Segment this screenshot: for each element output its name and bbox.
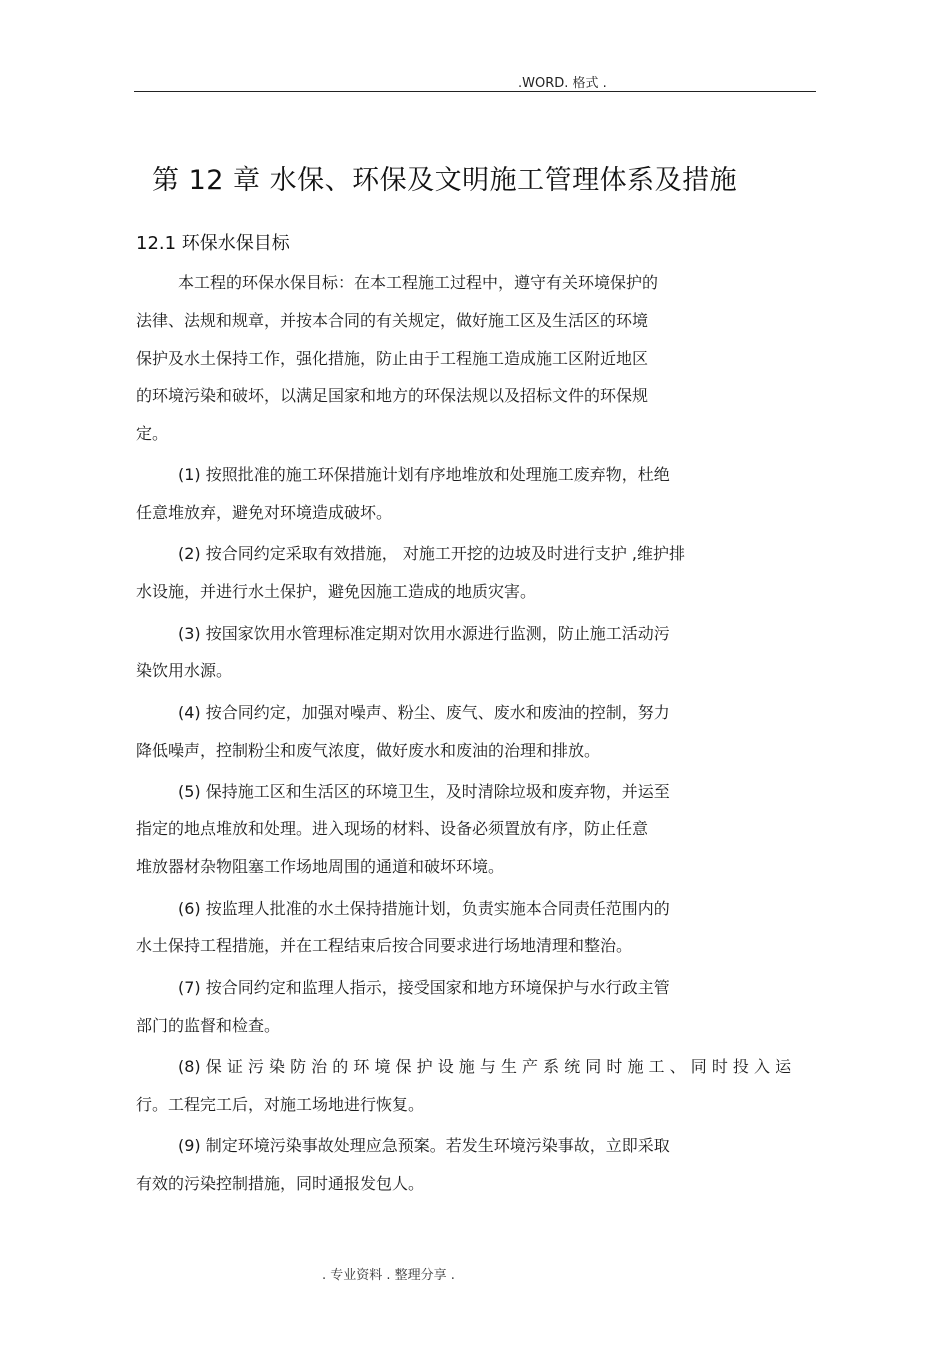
list-item-line: 指定的地点堆放和处理。进入现场的材料、设备必须置放有序，防止任意	[136, 819, 649, 838]
chapter-title: 第 12 章 水保、环保及文明施工管理体系及措施	[152, 165, 738, 196]
list-item-line: (2) 按合同约定采取有效措施， 对施工开挖的边坡及时进行支护 ,维护排	[178, 544, 686, 563]
list-item-line: 染饮用水源。	[136, 661, 233, 680]
intro-line: 定。	[136, 424, 169, 443]
list-item-line: 堆放器材杂物阻塞工作场地周围的通道和破坏环境。	[136, 857, 505, 876]
page-header: .WORD. 格式 .	[518, 76, 607, 91]
list-item-line: 部门的监督和检查。	[136, 1016, 281, 1035]
list-item-line: 水土保持工程措施，并在工程结束后按合同要求进行场地清理和整治。	[136, 936, 633, 955]
list-item-line: (6) 按监理人批准的水土保持措施计划，负责实施本合同责任范围内的	[178, 899, 670, 918]
section-title: 12.1 环保水保目标	[136, 233, 290, 254]
list-item-line: (1) 按照批准的施工环保措施计划有序地堆放和处理施工废弃物，杜绝	[178, 465, 670, 484]
list-item-line: 水设施，并进行水土保护，避免因施工造成的地质灾害。	[136, 582, 537, 601]
list-item-line: (5) 保持施工区和生活区的环境卫生，及时清除垃圾和废弃物，并运至	[178, 782, 670, 801]
list-item-line: 行。工程完工后，对施工场地进行恢复。	[136, 1095, 425, 1114]
intro-line: 法律、法规和规章，并按本合同的有关规定，做好施工区及生活区的环境	[136, 311, 649, 330]
page-footer: . 专业资料 . 整理分享 .	[322, 1268, 455, 1283]
list-item-line: (7) 按合同约定和监理人指示，接受国家和地方环境保护与水行政主管	[178, 978, 670, 997]
intro-line: 的环境污染和破坏，以满足国家和地方的环保法规以及招标文件的环保规	[136, 386, 649, 405]
intro-line: 保护及水土保持工作，强化措施，防止由于工程施工造成施工区附近地区	[136, 349, 649, 368]
intro-line: 本工程的环保水保目标：在本工程施工过程中，遵守有关环境保护的	[178, 273, 659, 292]
header-divider	[134, 91, 816, 92]
list-item-line: (9) 制定环境污染事故处理应急预案。若发生环境污染事故，立即采取	[178, 1136, 670, 1155]
list-item-line: (4) 按合同约定，加强对噪声、粉尘、废气、废水和废油的控制，努力	[178, 703, 670, 722]
list-item-line: 降低噪声，控制粉尘和废气浓度，做好废水和废油的治理和排放。	[136, 741, 601, 760]
list-item-line: (3) 按国家饮用水管理标准定期对饮用水源进行监测，防止施工活动污	[178, 624, 670, 643]
list-item-line: 有效的污染控制措施，同时通报发包人。	[136, 1174, 425, 1193]
list-item-line: 任意堆放弃，避免对环境造成破坏。	[136, 503, 393, 522]
list-item-line: (8) 保 证 污 染 防 治 的 环 境 保 护 设 施 与 生 产 系 统 同 时 施 工 、 同 时 投 入 运	[178, 1057, 792, 1076]
